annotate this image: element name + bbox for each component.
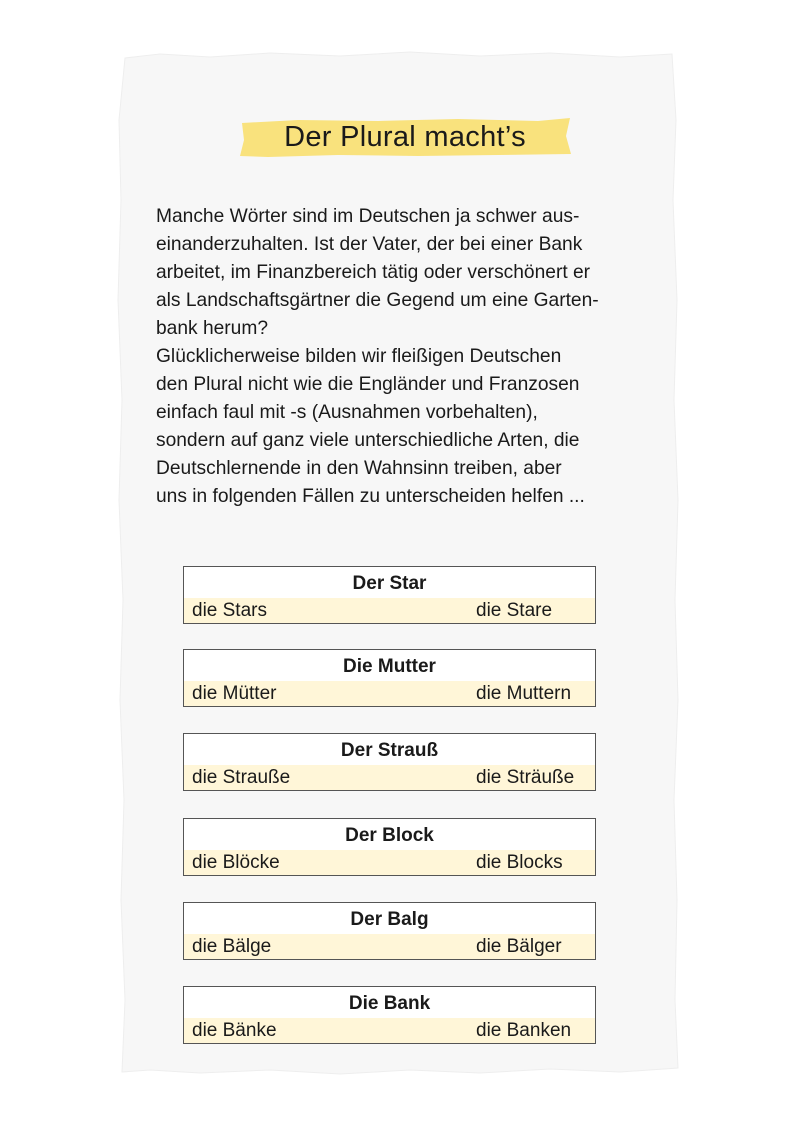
intro-line: Glücklicherweise bilden wir fleißigen Deutschen <box>156 346 562 367</box>
card-plural-row <box>184 850 595 875</box>
plural-option-b: die Stare <box>476 600 553 621</box>
word-card-star <box>183 566 596 624</box>
intro-line: arbeitet, im Finanzbereich tätig oder verschönert er <box>156 262 591 283</box>
word-card-strauss <box>183 733 596 791</box>
card-singular: Der Balg <box>350 909 429 930</box>
page-title: Der Plural macht’s <box>284 121 526 153</box>
intro-line: Deutschlernende in den Wahnsinn treiben, aber <box>156 458 562 479</box>
intro-line: bank herum? <box>156 318 268 339</box>
plural-option-b: die Blocks <box>476 852 563 873</box>
plural-option-a: die Stars <box>192 600 267 621</box>
plural-option-b: die Banken <box>476 1020 572 1041</box>
intro-line: uns in folgenden Fällen zu unterscheiden helfen ... <box>156 486 585 507</box>
card-plural-row <box>184 681 595 706</box>
title-block <box>238 114 572 160</box>
intro-text <box>156 203 626 511</box>
word-card-balg <box>183 902 596 960</box>
plural-option-b: die Muttern <box>476 683 572 704</box>
intro-line: sondern auf ganz viele unterschiedliche Arten, die <box>156 430 580 451</box>
card-plural-row <box>184 765 595 790</box>
plural-option-a: die Strauße <box>192 767 291 788</box>
card-plural-row <box>184 598 595 623</box>
word-card-block <box>183 818 596 876</box>
intro-line: Manche Wörter sind im Deutschen ja schwer aus- <box>156 206 580 227</box>
plural-option-b: die Sträuße <box>476 767 575 788</box>
intro-line: als Landschaftsgärtner die Gegend um eine Garten- <box>156 290 599 311</box>
plural-option-a: die Bänke <box>192 1020 277 1041</box>
card-singular: Der Block <box>345 825 434 846</box>
card-singular: Der Star <box>352 573 427 594</box>
plural-option-b: die Bälger <box>476 936 562 957</box>
word-card-mutter <box>183 649 596 707</box>
intro-line: einfach faul mit -s (Ausnahmen vorbehalten), <box>156 402 538 423</box>
card-singular: Die Bank <box>348 993 431 1014</box>
plural-option-a: die Mütter <box>192 683 277 704</box>
intro-line: einanderzuhalten. Ist der Vater, der bei einer Bank <box>156 234 583 255</box>
word-card-bank <box>183 986 596 1044</box>
intro-line: den Plural nicht wie die Engländer und Franzosen <box>156 374 580 395</box>
card-singular: Die Mutter <box>343 656 436 677</box>
plural-option-a: die Blöcke <box>192 852 280 873</box>
card-plural-row <box>184 1018 595 1043</box>
plural-option-a: die Bälge <box>192 936 272 957</box>
card-plural-row <box>184 934 595 959</box>
card-singular: Der Strauß <box>340 740 439 761</box>
